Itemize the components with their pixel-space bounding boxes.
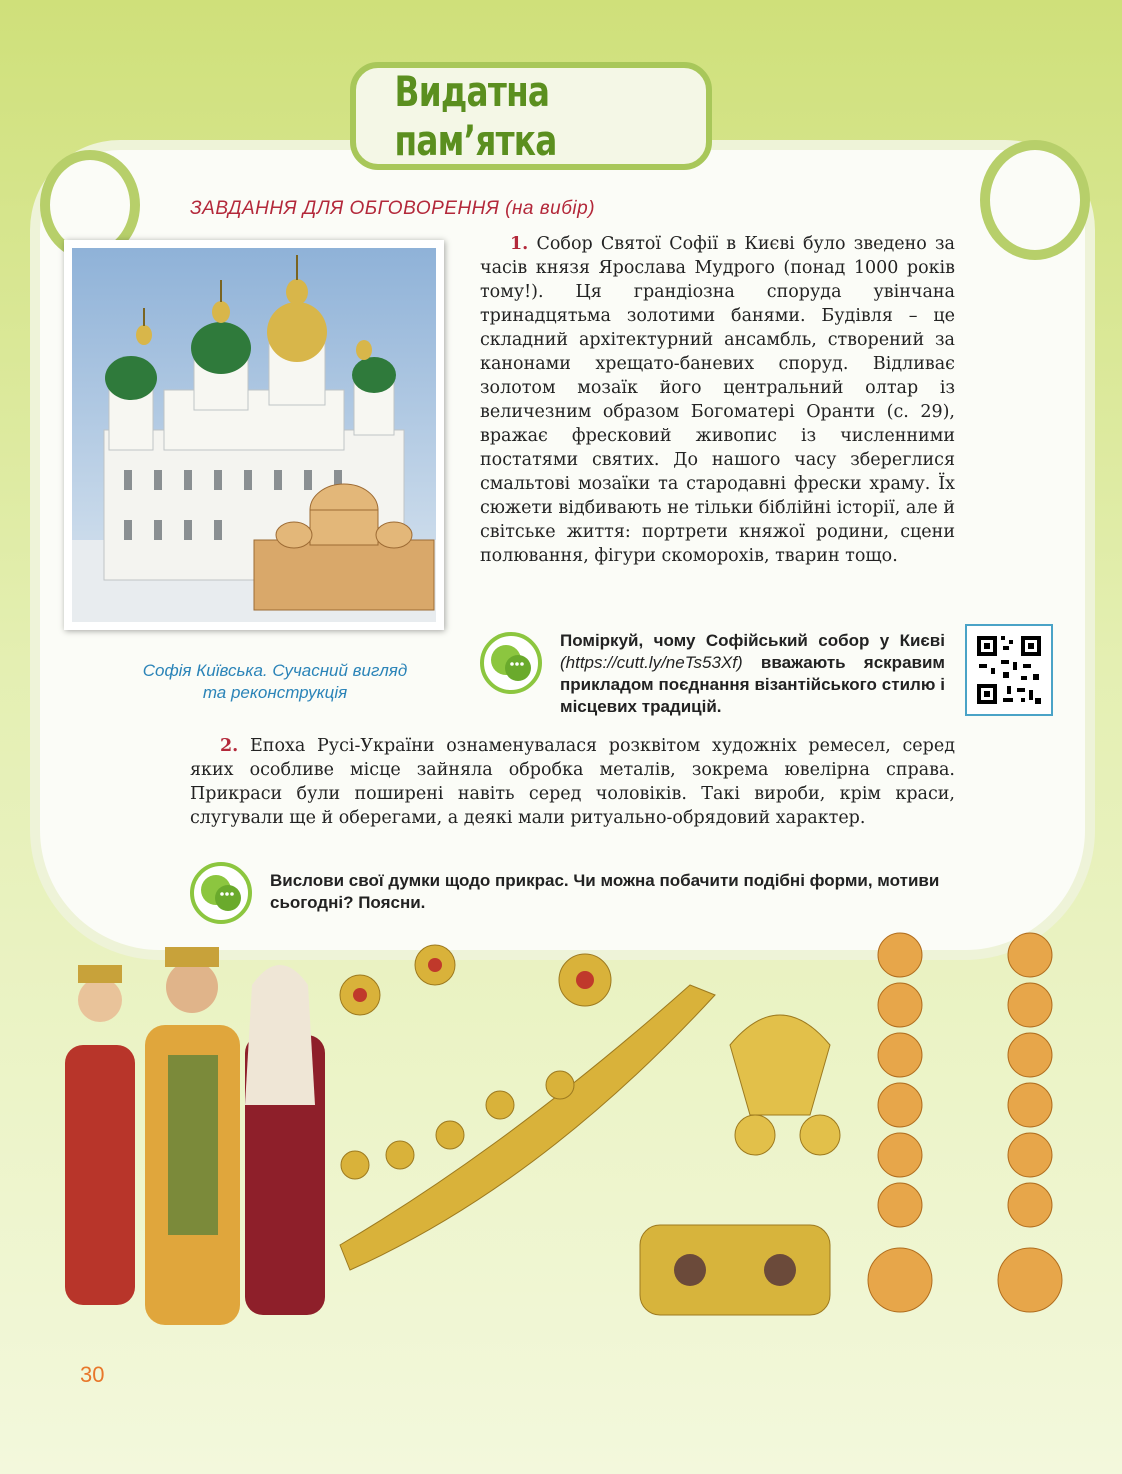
photo-caption-line2: та реконструкція: [202, 683, 348, 702]
think1-text-part2: вважають яскравим прикладом поєднання візантійського стилю і місцевих традицій.: [560, 653, 945, 716]
think1-prompt: [560, 630, 945, 718]
qr-code-icon: [967, 626, 1051, 714]
photo-caption-line1: Софія Київська. Сучасний вигляд: [142, 661, 408, 680]
scroll-curl-right: [980, 140, 1090, 260]
page-number: 30: [80, 1362, 105, 1387]
task1-number: 1.: [510, 234, 529, 254]
cathedral-illustration: [64, 240, 444, 630]
task2-text: Епоха Русі-України ознаменувалася розквітом художніх ремесел, серед яких особливе місце зайняла обробка металів, зокрема ювелірна справа. Прикраси були поширені навіть серед чоловіків. Такі вироби, крім краси, слугували ще й оберегами, а деякі мали ритуально-обрядовий характер.: [190, 736, 955, 828]
chat-bubbles-icon: [480, 632, 542, 694]
think1-text-part1: Поміркуй, чому Софійський собор у Києві: [560, 631, 945, 650]
task1-text: Собор Святої Софії в Києві було зведено за часів князя Ярослава Мудрого (понад 1000 років тому!). Ця грандіозна споруда увінчана тринадцятьма золотими банями. Будівля – це складний архітектурний ансамбль, створений за канонами хрещато-баневих споруд. Відливає золотом мозаїк його центральний олтар із величезним образом Богоматері Оранти (с. 29), вражає фресковий живопис із численними постатями святих. До нашого часу збереглися смальтові мозаїки та стародавні фрески храму. Їх сюжети відбивають не тільки біблійні історії, але й світське життя: портрети княжої родини, сцени полювання, фігури скоморохів, тварин тощо.: [480, 234, 955, 566]
historical-figures-illustration: [65, 947, 325, 1325]
think1-link[interactable]: (https://cutt.ly/neTs53Xf): [560, 653, 743, 672]
task-heading: ЗАВДАННЯ ДЛЯ ОБГОВОРЕННЯ (на вибір): [190, 198, 596, 219]
page-title: Видатна пам’ятка: [394, 67, 557, 165]
task2-paragraph: [190, 734, 955, 830]
task2-number: 2.: [220, 736, 239, 756]
chat-bubbles-icon: [190, 862, 252, 924]
qr-code[interactable]: [965, 624, 1053, 716]
title-banner: [350, 62, 712, 170]
task1-paragraph: [480, 232, 955, 568]
photo-caption: [110, 660, 440, 704]
cathedral-photo: [64, 240, 444, 630]
think2-prompt: Вислови свої думки щодо прикрас. Чи можна побачити подібні форми, мотиви сьогодні? Поясни.: [270, 871, 940, 912]
jewellery-illustration: [40, 925, 1100, 1345]
